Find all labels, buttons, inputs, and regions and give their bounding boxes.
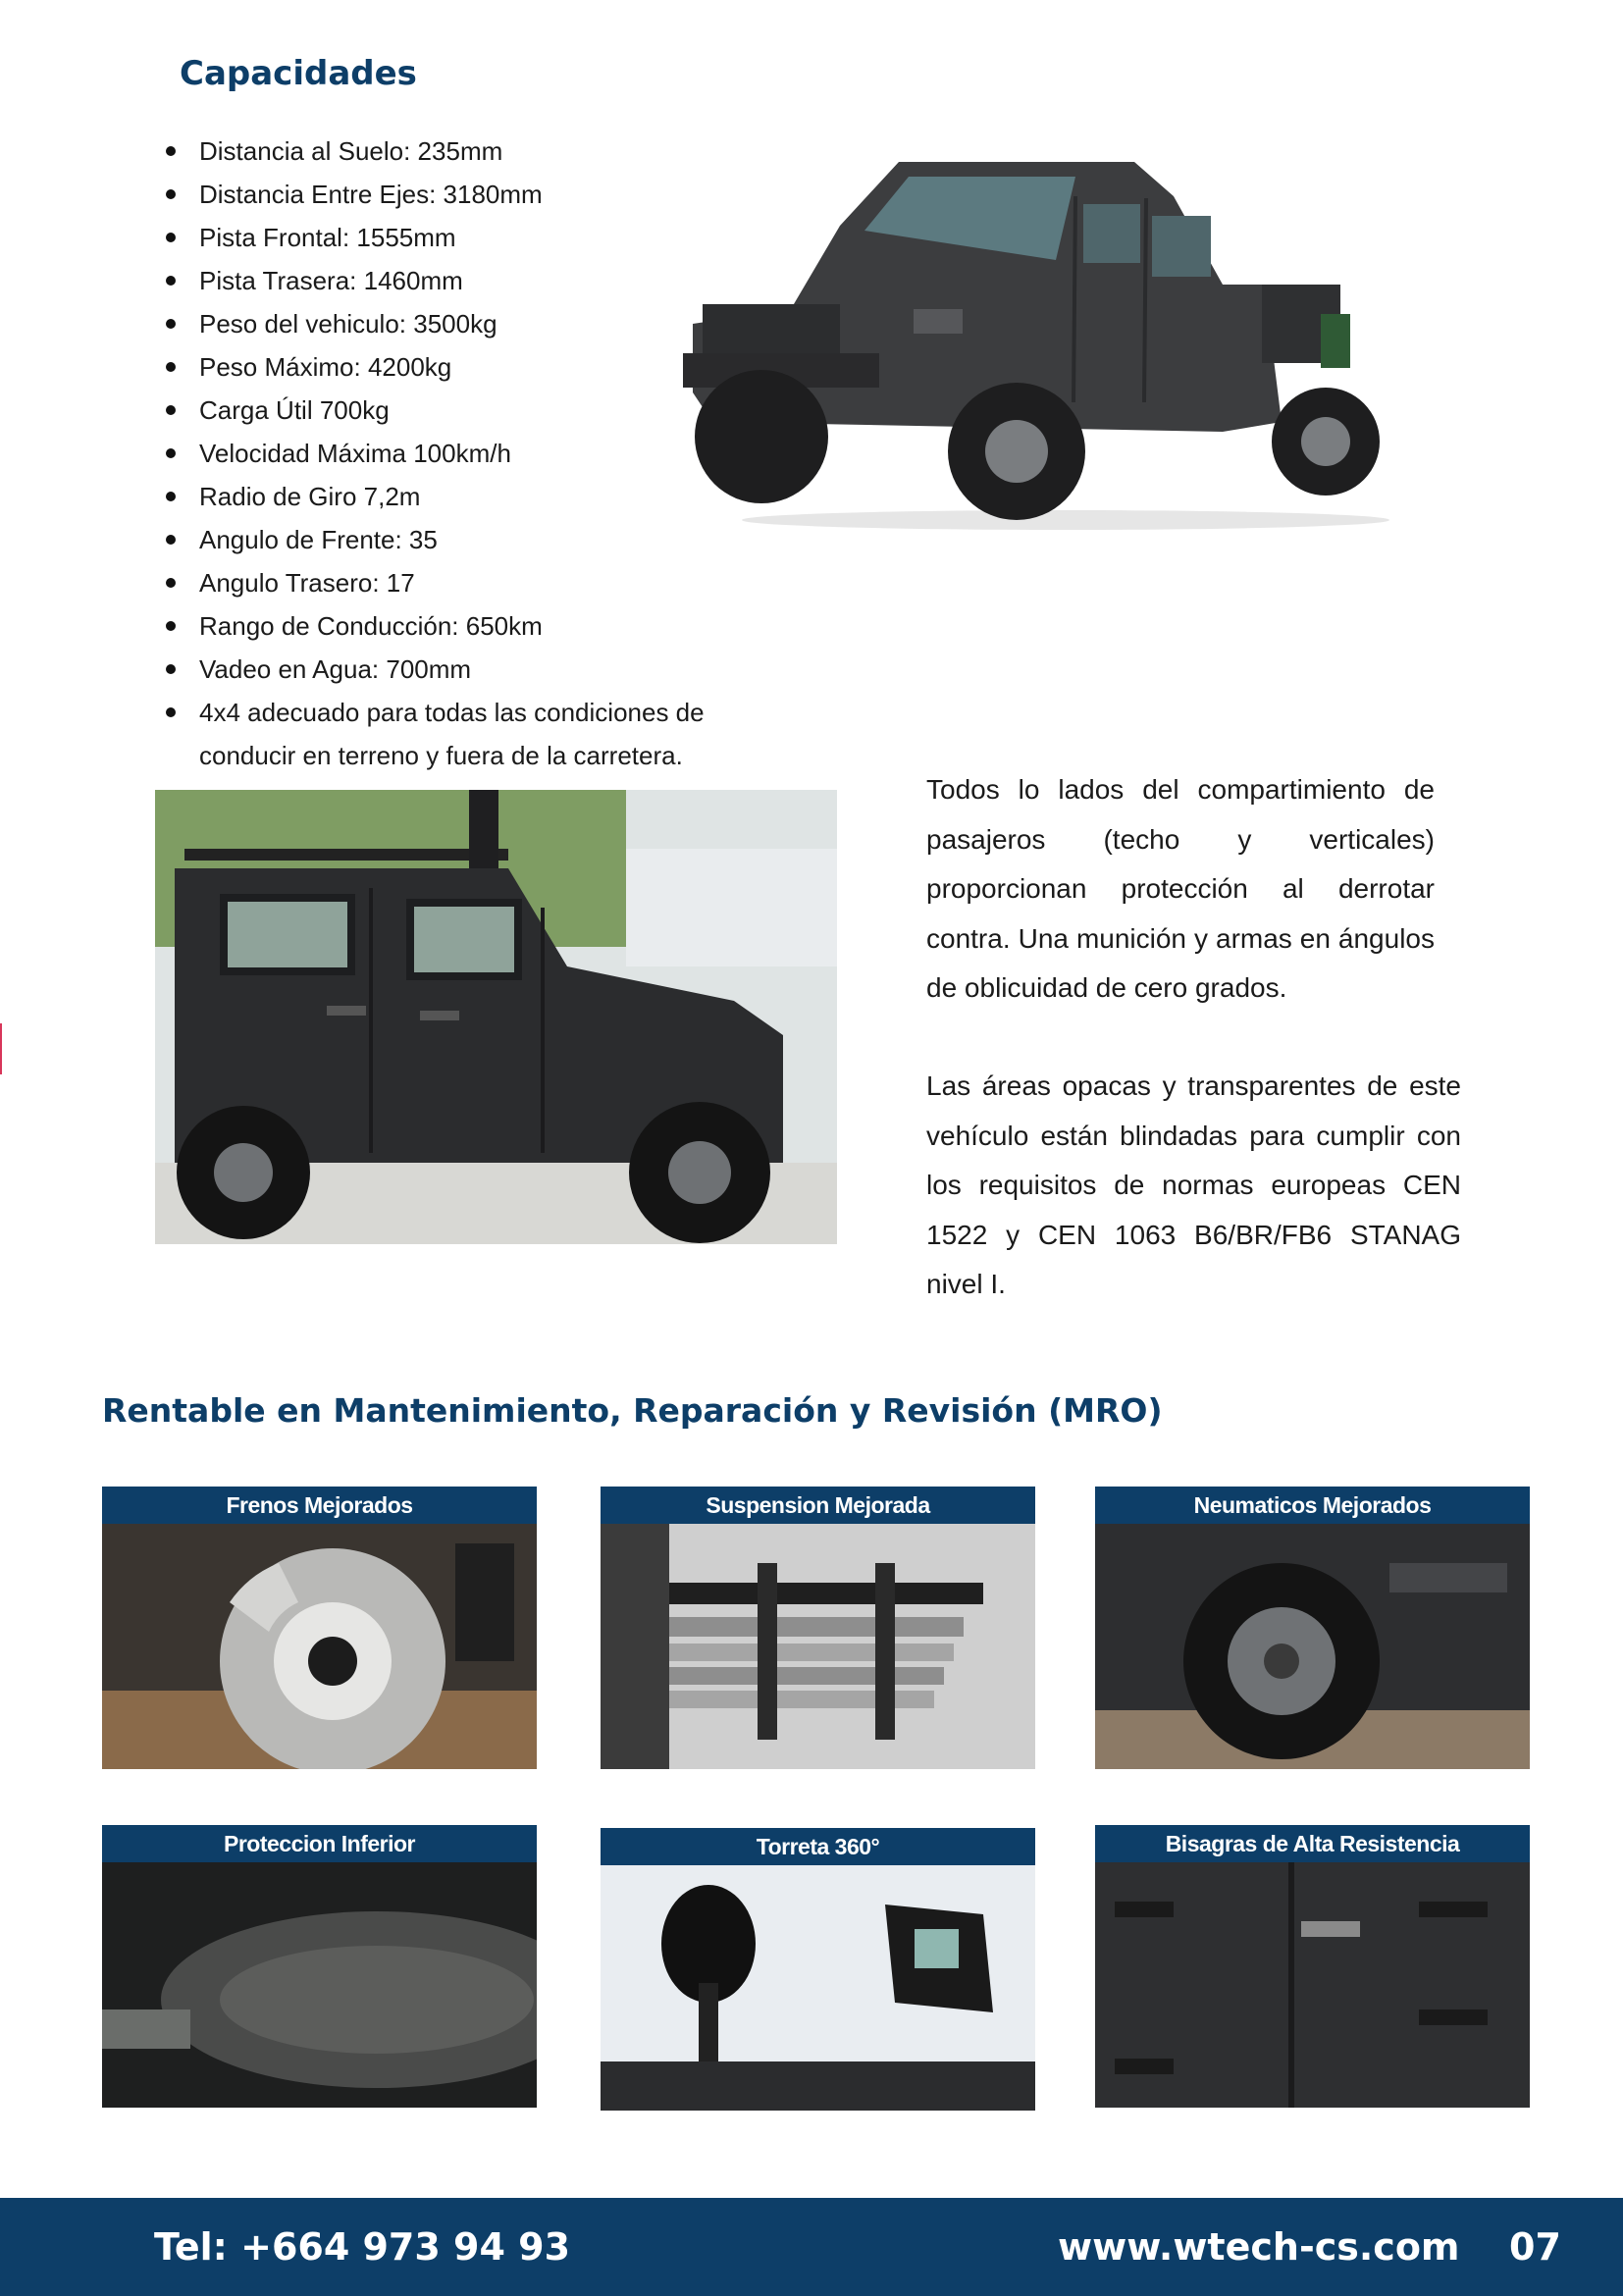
spec-item: Distancia Entre Ejes: 3180mm xyxy=(157,173,785,216)
vehicle-side-photo xyxy=(155,790,837,1244)
card-proteccion xyxy=(102,1825,537,2108)
card-title: Torreta 360° xyxy=(601,1828,1035,1865)
card-title: Suspension Mejorada xyxy=(601,1487,1035,1524)
spec-item: Distancia al Suelo: 235mm xyxy=(157,130,785,173)
mro-heading: Rentable en Mantenimiento, Reparación y Revisión (MRO) xyxy=(102,1391,1163,1430)
hinges-image xyxy=(1095,1862,1530,2108)
turret-image xyxy=(601,1865,1035,2111)
card-title: Neumaticos Mejorados xyxy=(1095,1487,1530,1524)
spec-item: Vadeo en Agua: 700mm xyxy=(157,648,785,691)
footer-website: www.wtech-cs.com xyxy=(1058,2225,1460,2269)
tire-image xyxy=(1095,1524,1530,1769)
spec-item: Peso del vehiculo: 3500kg xyxy=(157,302,785,345)
card-torreta xyxy=(601,1828,1035,2111)
spec-item: Peso Máximo: 4200kg xyxy=(157,345,785,389)
edge-accent-mark xyxy=(0,1023,2,1074)
card-neumaticos xyxy=(1095,1487,1530,1769)
armor-standards-paragraph: Las áreas opacas y transparentes de este vehículo están blindadas para cumplir con los requisitos de normas europeas CEN 1522 y CEN 1063 B6/BR/FB6 STANAG nivel I. xyxy=(926,1070,1461,1299)
card-bisagras xyxy=(1095,1825,1530,2108)
footer-bar xyxy=(0,2198,1623,2296)
spec-item: Angulo Trasero: 17 xyxy=(157,561,785,604)
spec-item: Rango de Conducción: 650km xyxy=(157,604,785,648)
spec-item: Pista Trasera: 1460mm xyxy=(157,259,785,302)
capacidades-heading: Capacidades xyxy=(180,54,417,93)
leaf-spring-image xyxy=(601,1524,1035,1769)
vehicle-front-photo xyxy=(673,137,1468,530)
card-title: Frenos Mejorados xyxy=(102,1487,537,1524)
spec-item: Radio de Giro 7,2m xyxy=(157,475,785,518)
card-title: Bisagras de Alta Resistencia xyxy=(1095,1825,1530,1862)
card-frenos xyxy=(102,1487,537,1769)
spec-item: Carga Útil 700kg xyxy=(157,389,785,432)
underbody-image xyxy=(102,1862,537,2108)
card-suspension xyxy=(601,1487,1035,1769)
spec-item: Velocidad Máxima 100km/h xyxy=(157,432,785,475)
page-number: 07 xyxy=(1509,2225,1561,2269)
brake-disc-image xyxy=(102,1524,537,1769)
spec-item: Pista Frontal: 1555mm xyxy=(157,216,785,259)
spec-item: 4x4 adecuado para todas las condiciones de conducir en terreno y fuera de la carretera. xyxy=(157,691,785,777)
card-title: Proteccion Inferior xyxy=(102,1825,537,1862)
protection-paragraph: Todos lo lados del compartimiento de pasajeros (techo y verticales) proporcionan protección al derrotar contra. Una munición y armas en ángulos de oblicuidad de cero grados. xyxy=(926,774,1435,1003)
spec-item: Angulo de Frente: 35 xyxy=(157,518,785,561)
footer-phone: Tel: +664 973 94 93 xyxy=(154,2225,571,2269)
